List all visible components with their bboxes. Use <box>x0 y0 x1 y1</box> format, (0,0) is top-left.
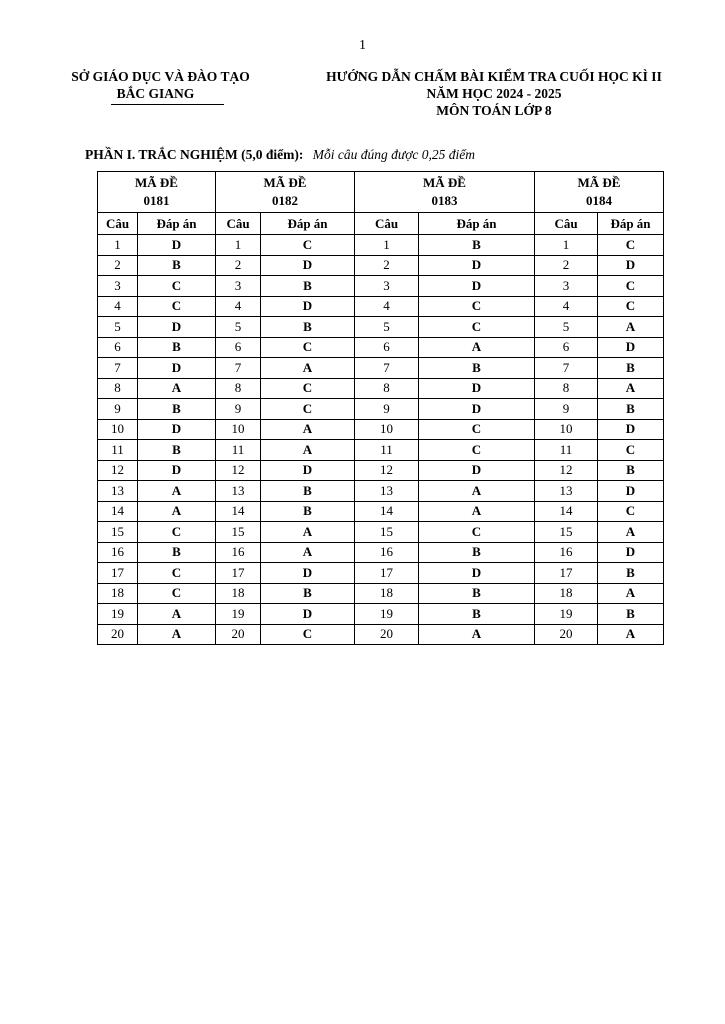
answer-row-16 <box>98 542 664 563</box>
answer-0183-4: C <box>419 296 535 317</box>
exam-code-header-0181: MÃ ĐỀ 0181 <box>98 172 216 213</box>
question-number-0183-7: 7 <box>355 358 419 379</box>
page-number: 1 <box>359 38 366 53</box>
question-number-0181-5: 5 <box>98 317 138 338</box>
doc-title-line1: HƯỚNG DẪN CHẤM BÀI KIỂM TRA CUỐI HỌC KÌ II <box>326 69 662 84</box>
answer-0184-3: C <box>598 276 664 297</box>
answer-row-11 <box>98 440 664 461</box>
answer-0183-15: C <box>419 522 535 543</box>
question-number-0181-13: 13 <box>98 481 138 502</box>
answer-0182-19: D <box>261 604 355 625</box>
question-number-0182-17: 17 <box>216 563 261 584</box>
answer-row-4 <box>98 296 664 317</box>
question-number-0181-9: 9 <box>98 399 138 420</box>
section-title: PHẦN I. TRẮC NGHIỆM (5,0 điểm): <box>85 147 304 162</box>
answer-0182-3: B <box>261 276 355 297</box>
question-number-0184-10: 10 <box>535 419 598 440</box>
exam-code-header-0182: MÃ ĐỀ 0182 <box>216 172 355 213</box>
section-heading <box>85 146 725 163</box>
answer-0182-17: D <box>261 563 355 584</box>
col-header-question-0183: Câu <box>355 213 419 235</box>
answer-0181-10: D <box>138 419 216 440</box>
answer-0183-10: C <box>419 419 535 440</box>
question-number-0182-5: 5 <box>216 317 261 338</box>
question-number-0181-18: 18 <box>98 583 138 604</box>
answer-0184-6: D <box>598 337 664 358</box>
answer-0184-12: B <box>598 460 664 481</box>
answer-0182-11: A <box>261 440 355 461</box>
answer-row-17 <box>98 563 664 584</box>
answer-0183-14: A <box>419 501 535 522</box>
answer-row-5 <box>98 317 664 338</box>
answer-0181-12: D <box>138 460 216 481</box>
col-header-question-0181: Câu <box>98 213 138 235</box>
question-number-0183-8: 8 <box>355 378 419 399</box>
answer-row-12 <box>98 460 664 481</box>
question-number-0184-13: 13 <box>535 481 598 502</box>
question-number-0184-15: 15 <box>535 522 598 543</box>
col-header-question-0184: Câu <box>535 213 598 235</box>
question-number-0182-18: 18 <box>216 583 261 604</box>
exam-code-header-0184: MÃ ĐỀ 0184 <box>535 172 664 213</box>
question-number-0182-13: 13 <box>216 481 261 502</box>
column-header-row <box>98 213 664 235</box>
question-number-0182-9: 9 <box>216 399 261 420</box>
question-number-0184-16: 16 <box>535 542 598 563</box>
question-number-0184-6: 6 <box>535 337 598 358</box>
answer-0183-20: A <box>419 624 535 645</box>
answer-0181-7: D <box>138 358 216 379</box>
col-header-answer-0182: Đáp án <box>261 213 355 235</box>
question-number-0182-7: 7 <box>216 358 261 379</box>
answer-0183-1: B <box>419 235 535 256</box>
question-number-0181-15: 15 <box>98 522 138 543</box>
question-number-0182-6: 6 <box>216 337 261 358</box>
answer-0184-4: C <box>598 296 664 317</box>
question-number-0183-11: 11 <box>355 440 419 461</box>
question-number-0181-6: 6 <box>98 337 138 358</box>
question-number-0183-2: 2 <box>355 255 419 276</box>
answer-row-3 <box>98 276 664 297</box>
question-number-0181-2: 2 <box>98 255 138 276</box>
question-number-0181-7: 7 <box>98 358 138 379</box>
answer-0184-14: C <box>598 501 664 522</box>
question-number-0184-2: 2 <box>535 255 598 276</box>
answer-0184-20: A <box>598 624 664 645</box>
doc-title-line3: MÔN TOÁN LỚP 8 <box>436 103 552 118</box>
org-province-text: BẮC GIANG <box>111 85 225 105</box>
answer-0181-11: B <box>138 440 216 461</box>
answer-0183-13: A <box>419 481 535 502</box>
question-number-0184-3: 3 <box>535 276 598 297</box>
question-number-0181-3: 3 <box>98 276 138 297</box>
question-number-0183-17: 17 <box>355 563 419 584</box>
answer-0183-16: B <box>419 542 535 563</box>
question-number-0182-12: 12 <box>216 460 261 481</box>
question-number-0183-9: 9 <box>355 399 419 420</box>
question-number-0181-19: 19 <box>98 604 138 625</box>
exam-code-header-0183: MÃ ĐỀ 0183 <box>355 172 535 213</box>
answer-0182-2: D <box>261 255 355 276</box>
answer-0181-2: B <box>138 255 216 276</box>
question-number-0183-19: 19 <box>355 604 419 625</box>
question-number-0182-2: 2 <box>216 255 261 276</box>
question-number-0182-4: 4 <box>216 296 261 317</box>
question-number-0183-5: 5 <box>355 317 419 338</box>
answer-0184-18: A <box>598 583 664 604</box>
question-number-0182-20: 20 <box>216 624 261 645</box>
question-number-0181-16: 16 <box>98 542 138 563</box>
answer-0182-10: A <box>261 419 355 440</box>
answer-0184-17: B <box>598 563 664 584</box>
question-number-0184-8: 8 <box>535 378 598 399</box>
answer-0182-4: D <box>261 296 355 317</box>
answer-row-1 <box>98 235 664 256</box>
document-header <box>0 68 725 119</box>
answer-0181-15: C <box>138 522 216 543</box>
answer-0181-17: C <box>138 563 216 584</box>
question-number-0181-20: 20 <box>98 624 138 645</box>
answer-0182-20: C <box>261 624 355 645</box>
question-number-0182-10: 10 <box>216 419 261 440</box>
answer-0181-18: C <box>138 583 216 604</box>
answer-0183-12: D <box>419 460 535 481</box>
question-number-0182-19: 19 <box>216 604 261 625</box>
answer-0181-4: C <box>138 296 216 317</box>
answer-0182-7: A <box>261 358 355 379</box>
question-number-0181-11: 11 <box>98 440 138 461</box>
question-number-0181-10: 10 <box>98 419 138 440</box>
org-province <box>58 85 263 105</box>
answer-0182-18: B <box>261 583 355 604</box>
question-number-0184-19: 19 <box>535 604 598 625</box>
question-number-0183-10: 10 <box>355 419 419 440</box>
col-header-question-0182: Câu <box>216 213 261 235</box>
question-number-0181-8: 8 <box>98 378 138 399</box>
question-number-0183-15: 15 <box>355 522 419 543</box>
answer-0183-18: B <box>419 583 535 604</box>
answer-0184-10: D <box>598 419 664 440</box>
answer-0183-3: D <box>419 276 535 297</box>
question-number-0182-8: 8 <box>216 378 261 399</box>
org-block <box>58 68 263 119</box>
answer-0183-9: D <box>419 399 535 420</box>
answer-0181-8: A <box>138 378 216 399</box>
question-number-0181-17: 17 <box>98 563 138 584</box>
answer-0184-15: A <box>598 522 664 543</box>
question-number-0182-16: 16 <box>216 542 261 563</box>
answer-0182-8: C <box>261 378 355 399</box>
col-header-answer-0184: Đáp án <box>598 213 664 235</box>
answer-key-table <box>97 171 664 645</box>
answer-0181-5: D <box>138 317 216 338</box>
question-number-0183-3: 3 <box>355 276 419 297</box>
answer-0181-1: D <box>138 235 216 256</box>
question-number-0181-12: 12 <box>98 460 138 481</box>
answer-0181-9: B <box>138 399 216 420</box>
answer-0182-13: B <box>261 481 355 502</box>
question-number-0183-14: 14 <box>355 501 419 522</box>
answer-row-14 <box>98 501 664 522</box>
question-number-0184-4: 4 <box>535 296 598 317</box>
question-number-0181-1: 1 <box>98 235 138 256</box>
answer-0183-19: B <box>419 604 535 625</box>
question-number-0184-17: 17 <box>535 563 598 584</box>
question-number-0182-1: 1 <box>216 235 261 256</box>
question-number-0183-12: 12 <box>355 460 419 481</box>
answer-0181-16: B <box>138 542 216 563</box>
answer-0184-2: D <box>598 255 664 276</box>
question-number-0182-15: 15 <box>216 522 261 543</box>
answer-0182-5: B <box>261 317 355 338</box>
question-number-0183-1: 1 <box>355 235 419 256</box>
answer-0182-15: A <box>261 522 355 543</box>
answer-0181-13: A <box>138 481 216 502</box>
answer-0181-14: A <box>138 501 216 522</box>
title-block <box>289 68 699 119</box>
doc-title-line2: NĂM HỌC 2024 - 2025 <box>426 86 562 101</box>
question-number-0182-14: 14 <box>216 501 261 522</box>
answer-row-9 <box>98 399 664 420</box>
question-number-0182-3: 3 <box>216 276 261 297</box>
answer-0182-9: C <box>261 399 355 420</box>
question-number-0184-1: 1 <box>535 235 598 256</box>
answer-0183-11: C <box>419 440 535 461</box>
question-number-0184-7: 7 <box>535 358 598 379</box>
answer-0184-16: D <box>598 542 664 563</box>
answer-row-7 <box>98 358 664 379</box>
question-number-0184-18: 18 <box>535 583 598 604</box>
col-header-answer-0183: Đáp án <box>419 213 535 235</box>
col-header-answer-0181: Đáp án <box>138 213 216 235</box>
question-number-0183-16: 16 <box>355 542 419 563</box>
exam-code-header-row <box>98 172 664 213</box>
answer-0182-12: D <box>261 460 355 481</box>
question-number-0183-4: 4 <box>355 296 419 317</box>
answer-row-20 <box>98 624 664 645</box>
answer-row-13 <box>98 481 664 502</box>
answer-0183-5: C <box>419 317 535 338</box>
answer-0184-13: D <box>598 481 664 502</box>
answer-0184-7: B <box>598 358 664 379</box>
question-number-0184-11: 11 <box>535 440 598 461</box>
answer-0183-2: D <box>419 255 535 276</box>
answer-0184-5: A <box>598 317 664 338</box>
question-number-0184-12: 12 <box>535 460 598 481</box>
org-name: SỞ GIÁO DỤC VÀ ĐÀO TẠO <box>71 69 250 84</box>
answer-row-19 <box>98 604 664 625</box>
answer-0184-19: B <box>598 604 664 625</box>
answer-0184-8: A <box>598 378 664 399</box>
question-number-0183-18: 18 <box>355 583 419 604</box>
question-number-0184-5: 5 <box>535 317 598 338</box>
answer-0181-19: A <box>138 604 216 625</box>
answer-0184-9: B <box>598 399 664 420</box>
answer-0182-6: C <box>261 337 355 358</box>
answer-0182-1: C <box>261 235 355 256</box>
answer-0181-20: A <box>138 624 216 645</box>
answer-0183-8: D <box>419 378 535 399</box>
answer-row-18 <box>98 583 664 604</box>
answer-0182-14: B <box>261 501 355 522</box>
answer-0183-17: D <box>419 563 535 584</box>
answer-0182-16: A <box>261 542 355 563</box>
answer-0181-3: C <box>138 276 216 297</box>
answer-row-6 <box>98 337 664 358</box>
question-number-0183-6: 6 <box>355 337 419 358</box>
question-number-0181-4: 4 <box>98 296 138 317</box>
answer-0181-6: B <box>138 337 216 358</box>
question-number-0182-11: 11 <box>216 440 261 461</box>
answer-row-8 <box>98 378 664 399</box>
answer-row-15 <box>98 522 664 543</box>
answer-row-10 <box>98 419 664 440</box>
answer-0183-7: B <box>419 358 535 379</box>
question-number-0184-20: 20 <box>535 624 598 645</box>
section-note: Mỗi câu đúng được 0,25 điểm <box>312 147 476 162</box>
question-number-0184-9: 9 <box>535 399 598 420</box>
question-number-0181-14: 14 <box>98 501 138 522</box>
question-number-0183-20: 20 <box>355 624 419 645</box>
answer-0184-1: C <box>598 235 664 256</box>
answer-row-2 <box>98 255 664 276</box>
question-number-0183-13: 13 <box>355 481 419 502</box>
answer-0183-6: A <box>419 337 535 358</box>
question-number-0184-14: 14 <box>535 501 598 522</box>
answer-0184-11: C <box>598 440 664 461</box>
